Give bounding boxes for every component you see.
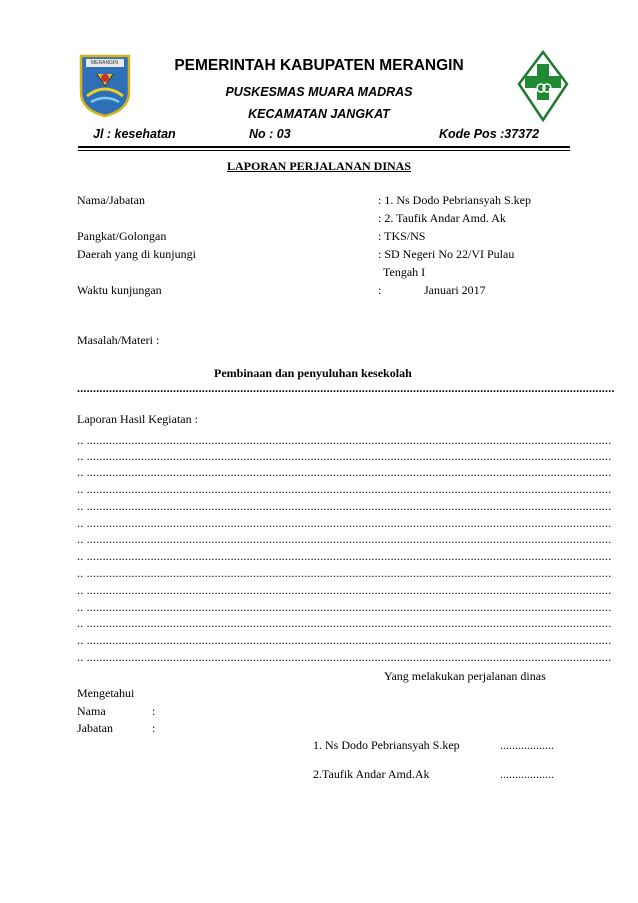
pangkat-label: Pangkat/Golongan <box>77 229 167 243</box>
sign-nama-colon: : <box>152 704 156 718</box>
laporan-line-1: .. .................................................................................................................................................................... <box>77 433 612 447</box>
sign-nama-label: Nama <box>77 704 106 718</box>
laporan-line-9: .. .................................................................................................................................................................... <box>77 566 612 580</box>
laporan-line-3: .. .................................................................................................................................................................... <box>77 465 612 479</box>
laporan-line-14: .. .................................................................................................................................................................... <box>77 650 612 664</box>
header-number: No : 03 <box>249 127 291 141</box>
laporan-line-13: .. .................................................................................................................................................................... <box>77 633 612 647</box>
laporan-line-5: .. .................................................................................................................................................................... <box>77 499 612 513</box>
person-2-dots: .................. <box>500 767 554 781</box>
waktu-label: Waktu kunjungan <box>77 283 162 297</box>
yang-melakukan: Yang melakukan perjalanan dinas <box>384 669 546 683</box>
header-address: Jl : kesehatan <box>93 127 176 141</box>
masalah-label: Masalah/Materi : <box>77 333 160 347</box>
nama-value-1: : 1. Ns Dodo Pebriansyah S.kep <box>378 193 531 207</box>
person-1-dots: .................. <box>500 738 554 752</box>
logo-text: MERANGIN <box>91 60 118 66</box>
pangkat-value: : TKS/NS <box>378 229 426 243</box>
daerah-value-2: Tengah I <box>383 265 426 279</box>
header-rule-thin <box>78 150 570 151</box>
sign-jabatan-label: Jabatan <box>77 721 113 735</box>
masalah-dots: ........................................................................................................................................................................ <box>77 381 615 395</box>
laporan-line-11: .. .................................................................................................................................................................... <box>77 600 612 614</box>
laporan-line-7: .. .................................................................................................................................................................... <box>77 532 612 546</box>
masalah-value: Pembinaan dan penyuluhan kesekolah <box>214 366 412 380</box>
mengetahui: Mengetahui <box>77 686 135 700</box>
nama-value-2: : 2. Taufik Andar Amd. Ak <box>378 211 506 225</box>
nama-label: Nama/Jabatan <box>77 193 145 207</box>
header-title: PEMERINTAH KABUPATEN MERANGIN <box>174 57 464 74</box>
person-1: 1. Ns Dodo Pebriansyah S.kep <box>313 738 460 752</box>
sign-jabatan-colon: : <box>152 721 156 735</box>
person-2: 2.Taufik Andar Amd.Ak <box>313 767 430 781</box>
header-subtitle: PUSKESMAS MUARA MADRAS <box>225 85 413 99</box>
document-title: LAPORAN PERJALANAN DINAS <box>226 159 411 173</box>
header-rule-thick <box>78 146 570 148</box>
daerah-label: Daerah yang di kunjungi <box>77 247 196 261</box>
laporan-line-6: .. .................................................................................................................................................................... <box>77 516 612 530</box>
waktu-value: Januari 2017 <box>424 283 486 297</box>
header-postal: Kode Pos :37372 <box>439 127 540 141</box>
laporan-line-12: .. .................................................................................................................................................................... <box>77 616 612 630</box>
waktu-colon: : <box>378 283 382 297</box>
laporan-line-2: .. .................................................................................................................................................................... <box>77 449 612 463</box>
daerah-value-1: : SD Negeri No 22/VI Pulau <box>378 247 515 261</box>
laporan-line-8: .. .................................................................................................................................................................... <box>77 549 612 563</box>
laporan-line-4: .. .................................................................................................................................................................... <box>77 482 612 496</box>
laporan-label: Laporan Hasil Kegiatan : <box>77 412 198 426</box>
laporan-line-10: .. .................................................................................................................................................................... <box>77 583 612 597</box>
header-district: KECAMATAN JANGKAT <box>248 107 390 121</box>
